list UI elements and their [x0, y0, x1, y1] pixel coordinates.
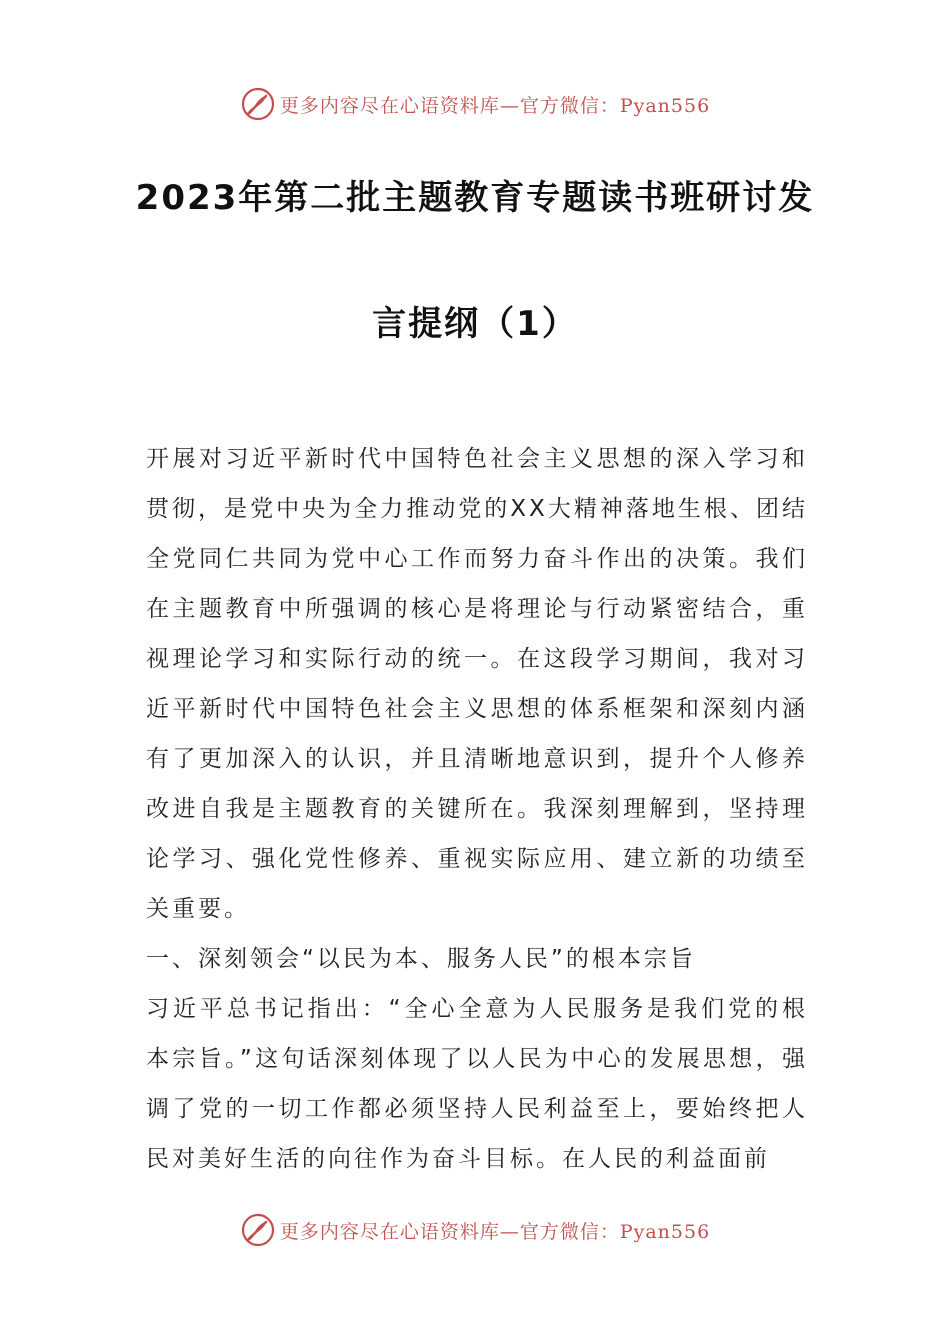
header-watermark [0, 84, 950, 124]
watermark-text: 更多内容尽在心语资料库—官方微信：Pyan556 [279, 94, 711, 117]
quill-logo-icon [240, 1212, 276, 1248]
footer-watermark [0, 1210, 950, 1250]
section-heading-1: 一、深刻领会“以民为本、服务人民”的根本宗旨 [146, 946, 696, 972]
document-body [146, 434, 808, 1184]
body-paragraph-section-1: 习近平总书记指出：“全心全意为人民服务是我们党的根本宗旨。”这句话深刻体现了以人民为中心的发展思想，强调了党的一切工作都必须坚持人民利益至上，要始终把人民对美好生活的向往作为奋斗目标。在人民的利益面前 [146, 996, 808, 1172]
document-title-line-1: 2023年第二批主题教育专题读书班研讨发 [135, 178, 815, 218]
watermark-text: 更多内容尽在心语资料库—官方微信：Pyan556 [279, 1220, 711, 1243]
document-title-line-2: 言提纲（1） [372, 304, 578, 344]
quill-logo-icon [240, 86, 276, 122]
body-paragraph-intro: 开展对习近平新时代中国特色社会主义思想的深入学习和贯彻，是党中央为全力推动党的XX大精神落地生根、团结全党同仁共同为党中心工作而努力奋斗作出的决策。我们在主题教育中所强调的核心是将理论与行动紧密结合，重视理论学习和实际行动的统一。在这段学习期间，我对习近平新时代中国特色社会主义思想的体系框架和深刻内涵有了更加深入的认识，并且清晰地意识到，提升个人修养改进自我是主题教育的关键所在。我深刻理解到，坚持理论学习、强化党性修养、重视实际应用、建立新的功绩至关重要。 [146, 446, 808, 922]
